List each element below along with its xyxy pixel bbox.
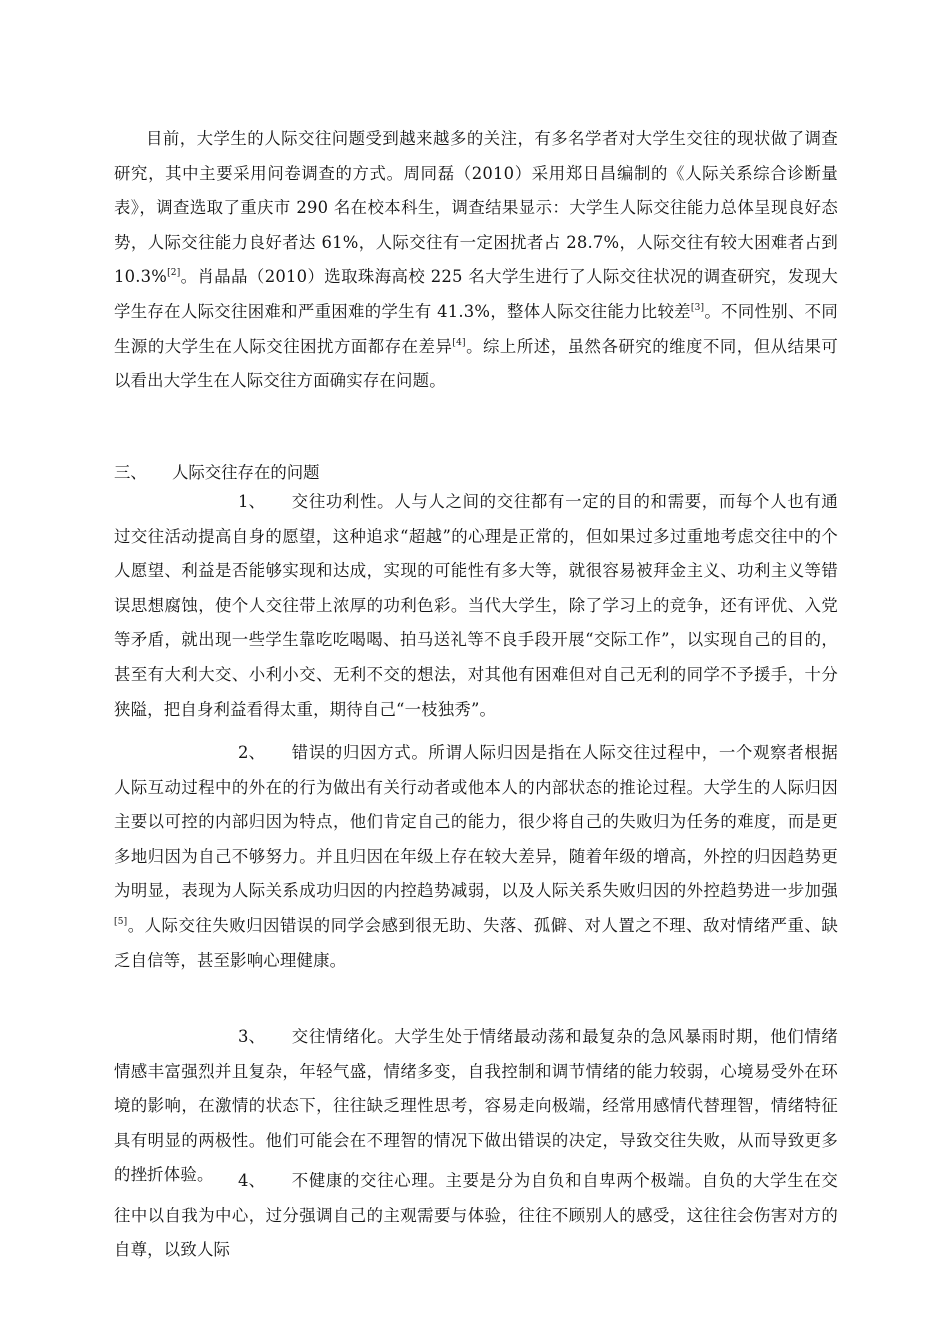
section-title: 人际交往存在的问题 [172,463,320,482]
citation-ref: [2] [167,268,181,279]
intro-text [114,122,838,399]
intro-segment: 。综上所述，虽然各研究的维度不同，但从结果可以看出大学生在人际交往方面确实存在问题。 [114,336,839,391]
intro-segment: 。不同性别、不同生源的大学生在人际交往困扰方面都存在差异 [114,301,838,356]
list-item-text [114,485,838,727]
list-item-body: 。人际交往失败归因错误的同学会感到很无助、失落、孤僻、对人置之不理、敌对情绪严重、缺乏自信等，甚至影响心理健康。 [114,915,838,970]
list-item-text [114,1164,838,1268]
list-item-text [114,736,838,978]
list-item-number: 1、 [238,492,266,511]
list-item [114,736,838,978]
list-item [114,485,838,727]
intro-paragraph [114,122,838,399]
intro-segment: 。肖晶晶（2010）选取珠海高校 225 名大学生进行了人际交往状况的调查研究，发现大学生存在人际交往困难和严重困难的学生有 41.3%，整体人际交往能力比较差 [114,267,838,321]
list-item-body: 交往情绪化。大学生处于情绪最动荡和最复杂的急风暴雨时期，他们情绪情感丰富强烈并且复杂，年轻气盛，情绪多变，自我控制和调节情绪的能力较弱，心境易受外在环境的影响，在激情的状态下，往往缺乏理性思考，容易走向极端，经常用感情代替理智，情绪特征具有明显的两极性。他们可能会在不理智的情况下做出错误的决定，导致交往失败，从而导致更多的挫折体验。 [114,1027,838,1185]
list-item-number: 2、 [238,743,266,762]
list-item [114,1164,838,1268]
list-item-body: 不健康的交往心理。主要是分为自负和自卑两个极端。自负的大学生在交往中以自我为中心，过分强调自己的主观需要与体验，往往不顾别人的感受，这往往会伤害对方的自尊，以致人际 [114,1171,838,1260]
citation-ref: [5] [114,916,128,927]
section-number: 三、 [114,463,147,482]
intro-segment: 目前，大学生的人际交往问题受到越来越多的关注，有多名学者对大学生交往的现状做了调查研究，其中主要采用问卷调查的方式。周同磊（2010）采用郑日昌编制的《人际关系综合诊断量表》，调查选取了重庆市 290 名在校本科生，调查结果显示：大学生人际交往能力总体呈现良好态势，人际交往能力良好者达 61%，人际交往有一定困扰者占 28.7%，人际交往有较大困难者占到 10.3% [114,129,838,287]
list-item-number: 4、 [238,1171,266,1190]
list-item-body: 交往功利性。人与人之间的交往都有一定的目的和需要，而每个人也有通过交往活动提高自身的愿望，这种追求“超越”的心理是正常的，但如果过多过重地考虑交往中的个人愿望、利益是否能够实现和达成，实现的可能性有多大等，就很容易被拜金主义、功利主义等错误思想腐蚀，使个人交往带上浓厚的功利色彩。当代大学生，除了学习上的竞争，还有评优、入党等矛盾，就出现一些学生靠吃吃喝喝、拍马送礼等不良手段开展“交际工作”，以实现自己的目的，甚至有大利大交、小利小交、无利不交的想法，对其他有困难但对自己无利的同学不予援手，十分狭隘，把自身利益看得太重，期待自己“一枝独秀”。 [114,492,838,719]
list-item-body: 错误的归因方式。所谓人际归因是指在人际交往过程中，一个观察者根据人际互动过程中的外在的行为做出有关行动者或他本人的内部状态的推论过程。大学生的人际归因主要以可控的内部归因为特点，他们肯定自己的能力，很少将自己的失败归为任务的难度，而是更多地归因为自己不够努力。并且归因在年级上存在较大差异，随着年级的增高，外控的归因趋势更为明显，表现为人际关系成功归因的内控趋势减弱，以及人际关系失败归因的外控趋势进一步加强 [114,743,838,901]
list-item-number: 3、 [238,1027,266,1046]
citation-ref: [3] [690,302,705,313]
citation-ref: [4] [452,337,466,348]
